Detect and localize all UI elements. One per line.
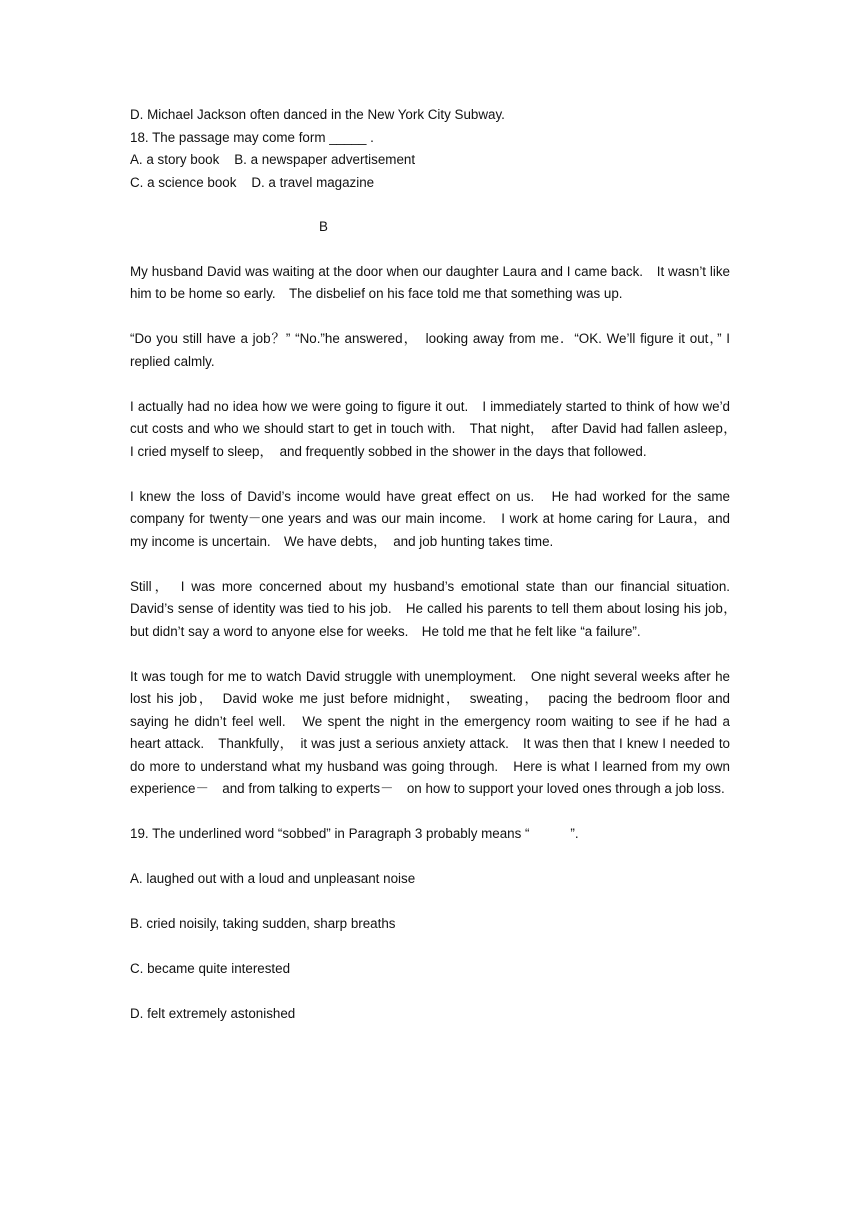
question-19-option-a: A. laughed out with a loud and unpleasant noise xyxy=(130,871,416,886)
passage-paragraph-1: My husband David was waiting at the door when our daughter Laura and I came back. It wasn’t like him to be home so early. The disbelief on his face told me that something was up. xyxy=(130,263,730,301)
section-label: B xyxy=(319,219,328,234)
document-page xyxy=(130,104,744,1026)
passage-paragraph-4: I knew the loss of David’s income would have great effect on us. He had worked for the same company for twenty－one years and was our main income. I work at home caring for Laura，and my income is uncertain. We have debts， and job hunting takes time. xyxy=(130,488,730,549)
passage-paragraph-6: It was tough for me to watch David struggle with unemployment. One night several weeks after he lost his job， David woke me just before midnight， sweating， pacing the bedroom floor and saying he didn’t feel well. We spent the night in the emergency room waiting to see if he had a heart attack. Thankfully， it was just a serious anxiety attack. It was then that I knew I needed to do more to understand what my husband was going through. Here is what I learned from my own experience－ and from talking to experts－ on how to support your loved ones through a job loss. xyxy=(130,668,730,796)
question-18-stem: 18. The passage may come form _____ . xyxy=(130,129,374,145)
question-18-options-ab: A. a story book B. a newspaper advertisement xyxy=(130,152,416,167)
question-17-option-d: D. Michael Jackson often danced in the New York City Subway. xyxy=(130,107,505,122)
passage-paragraph-5: Still， I was more concerned about my husband’s emotional state than our financial situation. David’s sense of identity was tied to his job. He called his parents to tell them about losing his job， but didn’t say a word to anyone else for weeks. He told me that he felt like “a failure”. xyxy=(130,578,744,639)
question-19-option-b: B. cried noisily, taking sudden, sharp breaths xyxy=(130,916,396,931)
passage-paragraph-2: “Do you still have a job？” “No.”he answered， looking away from me．“OK. We’ll figure it out，” I replied calmly. xyxy=(130,331,730,369)
question-19-option-c: C. became quite interested xyxy=(130,961,291,976)
question-19-stem: 19. The underlined word “sobbed” in Paragraph 3 probably means “ ”. xyxy=(130,826,579,841)
passage-paragraph-3: I actually had no idea how we were going to figure it out. I immediately started to think of how we’d cut costs and who we should start to get in touch with. That night， after David had fallen asleep， I cried myself to sleep， and frequently sobbed in the shower in the days that followed. xyxy=(130,398,744,459)
question-19-option-d: D. felt extremely astonished xyxy=(130,1006,296,1021)
question-18-options-cd: C. a science book D. a travel magazine xyxy=(130,174,375,190)
